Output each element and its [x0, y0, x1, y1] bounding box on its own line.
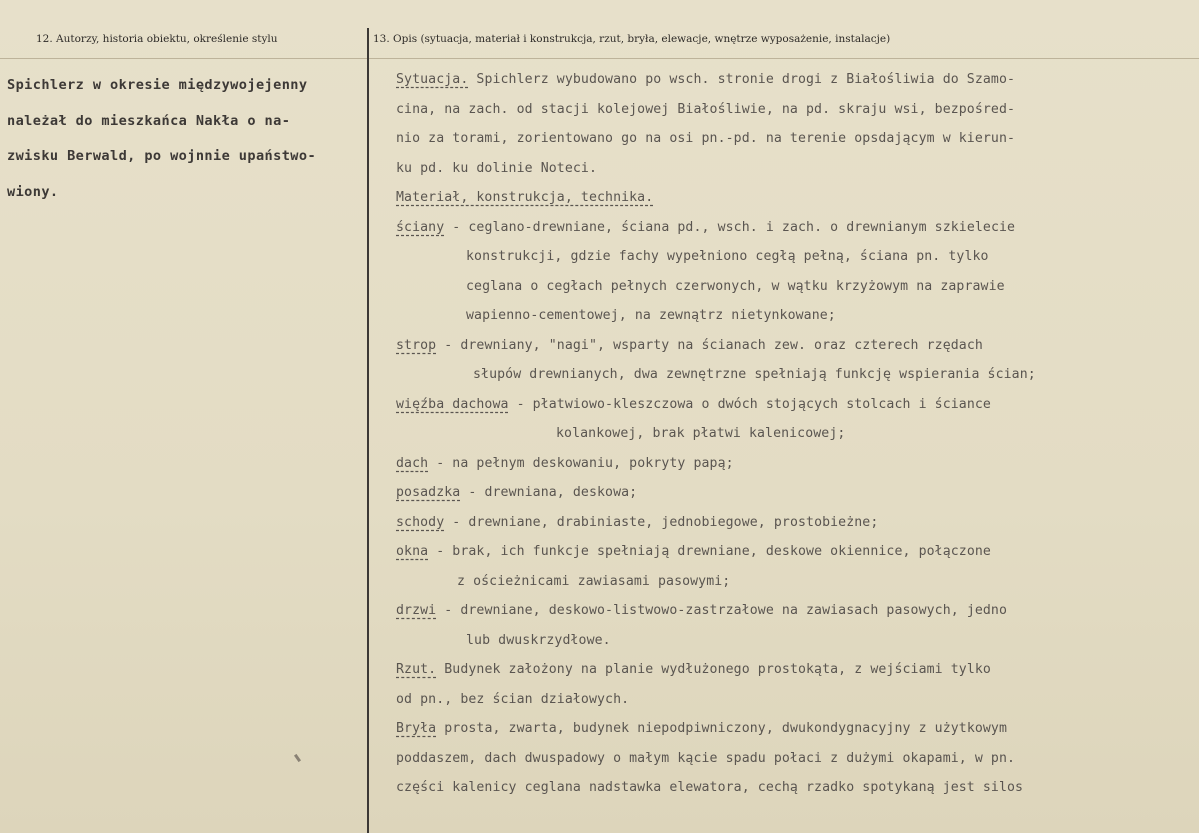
- section-label: Materiał, konstrukcja, technika.: [396, 190, 654, 205]
- description-line: [396, 419, 1186, 449]
- history-line: Spichlerz w okresie międzywojejenny: [7, 77, 308, 93]
- description-line: [396, 154, 1186, 184]
- line-text: - drewniany, "nagi", wsparty na ścianach zew. oraz czterech rzędach: [436, 337, 983, 353]
- description-line: [396, 272, 1186, 302]
- description-line: [396, 65, 1186, 95]
- item-label: okna: [396, 544, 429, 559]
- section-13-heading: 13. Opis (sytuacja, materiał i konstrukcja, rzut, bryła, elewacje, wnętrze wyposażenie, instalacje): [373, 33, 891, 45]
- item-label: posadzka: [396, 485, 461, 500]
- item-label: ściany: [396, 219, 445, 235]
- item-label: strop: [396, 337, 437, 353]
- line-text: lub dwuskrzydłowe.: [466, 632, 611, 648]
- line-text: słupów drewnianych, dwa zewnętrzne spełniają funkcję wspierania ścian;: [473, 367, 1036, 382]
- description-line: [396, 596, 1186, 626]
- item-label: drzwi: [396, 603, 437, 618]
- line-text: - brak, ich funkcje spełniają drewniane, deskowe okiennice, połączone: [428, 544, 991, 559]
- history-line: należał do mieszkańca Nakła o na-: [7, 112, 291, 129]
- line-text: - na pełnym deskowaniu, pokryty papą;: [428, 455, 734, 471]
- line-text: części kalenicy ceglana nadstawka elewatora, cechą rzadko spotykaną jest silos: [396, 780, 1024, 795]
- description-line: [396, 744, 1186, 774]
- description-line: [396, 508, 1186, 538]
- description-line: [396, 714, 1186, 744]
- description-line: [396, 183, 1186, 213]
- description-line: [396, 655, 1186, 685]
- line-text: konstrukcji, gdzie fachy wypełniono cegłą pełną, ściana pn. tylko: [466, 249, 989, 264]
- line-text: - drewniana, deskowa;: [460, 485, 638, 500]
- description-line: [396, 478, 1186, 508]
- line-text: - ceglano-drewniane, ściana pd., wsch. i zach. o drewnianym szkielecie: [444, 219, 1016, 235]
- description-line: [396, 301, 1186, 331]
- history-text: [7, 68, 367, 210]
- item-label: schody: [396, 514, 445, 530]
- pencil-mark: [294, 754, 301, 762]
- line-text: z ościeżnicami zawiasami pasowymi;: [457, 573, 731, 589]
- description-line: [396, 331, 1186, 361]
- description-line: [396, 213, 1186, 243]
- description-line: [396, 537, 1186, 567]
- item-label: dach: [396, 455, 429, 471]
- history-line: zwisku Berwald, po wojnnie upaństwo-: [7, 148, 317, 164]
- description-text: [396, 65, 1186, 803]
- description-line: [396, 95, 1186, 125]
- line-text: - drewniane, deskowo-listwowo-zastrzałowe na zawiasach pasowych, jedno: [436, 603, 1008, 618]
- description-line: [396, 567, 1186, 597]
- description-line: [396, 390, 1186, 420]
- line-text: cina, na zach. od stacji kolejowej Białośliwie, na pd. skraju wsi, bezpośred-: [396, 101, 1016, 117]
- description-line: [396, 685, 1186, 715]
- item-label: więźba dachowa: [396, 396, 509, 412]
- section-label: Sytuacja.: [396, 72, 469, 87]
- line-text: kolankowej, brak płatwi kalenicowej;: [556, 426, 846, 441]
- line-text: poddaszem, dach dwuspadowy o małym kącie spadu połaci z dużymi okapami, w pn.: [396, 750, 1016, 766]
- description-line: [396, 773, 1186, 803]
- line-text: - drewniane, drabiniaste, jednobiegowe, prostobieżne;: [444, 514, 879, 530]
- description-line: [396, 242, 1186, 272]
- description-line: [396, 449, 1186, 479]
- section-label: Rzut.: [396, 662, 437, 677]
- line-text: od pn., bez ścian działowych.: [396, 691, 630, 707]
- line-text: Spichlerz wybudowano po wsch. stronie drogi z Białośliwia do Szamo-: [468, 72, 1016, 87]
- line-text: ku pd. ku dolinie Noteci.: [396, 160, 597, 176]
- header-divider: [0, 58, 1199, 59]
- line-text: nio za torami, zorientowano go na osi pn.-pd. na terenie opsdającym w kierun-: [396, 131, 1016, 146]
- line-text: ceglana o cegłach pełnych czerwonych, w wątku krzyżowym na zaprawie: [466, 278, 1005, 294]
- line-text: wapienno-cementowej, na zewnątrz nietynkowane;: [466, 308, 836, 323]
- line-text: prosta, zwarta, budynek niepodpiwniczony, dwukondygnacyjny z użytkowym: [436, 721, 1008, 736]
- section-12-heading: 12. Autorzy, historia obiektu, określenie stylu: [36, 33, 278, 45]
- line-text: Budynek założony na planie wydłużonego prostokąta, z wejściami tylko: [436, 662, 991, 677]
- description-line: [396, 124, 1186, 154]
- description-line: [396, 626, 1186, 656]
- section-label: Bryła: [396, 721, 437, 736]
- line-text: - płatwiowo-kleszczowa o dwóch stojących stolcach i ściance: [508, 396, 991, 412]
- column-divider: [367, 28, 369, 833]
- description-line: [396, 360, 1186, 390]
- history-line: wiony.: [7, 183, 59, 200]
